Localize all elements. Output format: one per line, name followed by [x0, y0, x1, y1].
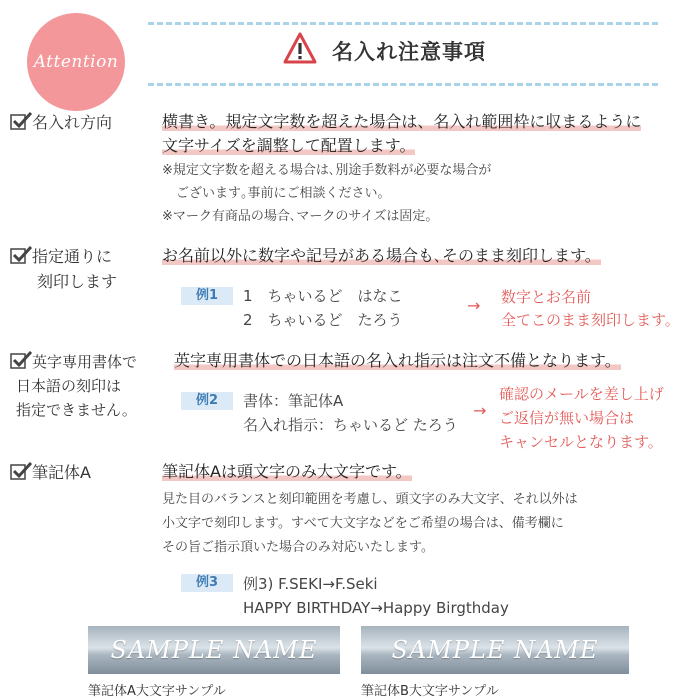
example-2-line-2: 名入れ指示：ちゃいるど たろう: [243, 416, 458, 434]
as-is-lead: お名前以外に数字や記号がある場合も､そのまま刻印します。: [162, 246, 601, 265]
direction-note-2: ございます｡事前にご相談ください。: [176, 186, 391, 201]
direction-note-3: ※マーク有商品の場合､マークのサイズは固定。: [162, 209, 439, 224]
section-label-english-font: 英字専用書体で: [10, 350, 137, 374]
english-font-result-2: ご返信が無い場合は: [499, 409, 635, 427]
attention-badge: Attention: [27, 13, 125, 111]
checkmark-icon: [10, 462, 32, 480]
checkmark-icon: [10, 246, 32, 264]
example-tag-2: 例2: [181, 392, 233, 410]
example-1-line-1: 1 ちゃいるど はなこ: [243, 287, 403, 305]
warning-icon: [283, 32, 317, 64]
example-2-line-1: 書体：筆記体A: [243, 392, 344, 410]
example-tag-1: 例1: [181, 287, 233, 305]
as-is-result-2: 全てこのまま刻印します。: [501, 311, 680, 329]
section-label-english-font-3: 指定できません。: [16, 401, 137, 419]
direction-lead-2: 文字サイズを調整して配置します。: [162, 136, 416, 155]
script-a-note-3: その旨ご指示頂いた場合のみ対応いたします。: [162, 540, 434, 555]
script-a-note-1: 見た目のバランスと刻印範囲を考慮し、頭文字のみ大文字、それ以外は: [162, 492, 578, 507]
arrow-1: →: [467, 296, 481, 315]
arrow-2: →: [473, 401, 487, 420]
direction-lead-1: 横書き。規定文字数を超えた場合は、名入れ範囲枠に収まるように: [162, 112, 642, 131]
header-divider-top: [148, 22, 658, 25]
as-is-result-1: 数字とお名前: [501, 288, 592, 306]
sample-plate-script-a: SAMPLE NAME: [88, 626, 340, 674]
example-tag-3: 例3: [181, 574, 233, 592]
sample-plate-script-b: SAMPLE NAME: [361, 626, 629, 674]
page-title: 名入れ注意事項: [332, 40, 486, 64]
section-label-as-is: 指定通りに: [10, 245, 112, 269]
sample-caption-script-b: 筆記体B大文字サンプル: [361, 684, 499, 699]
section-label-script-a: 筆記体A: [10, 461, 91, 485]
section-label-as-is-2: 刻印します: [37, 272, 118, 291]
english-font-result-3: キャンセルとなります。: [499, 433, 663, 451]
checkmark-icon: [10, 112, 32, 130]
example-3-line-2: HAPPY BIRTHDAY→Happy Birgthday: [243, 599, 509, 617]
english-font-lead: 英字専用書体での日本語の名入れ指示は注文不備となります。: [174, 351, 621, 370]
section-label-direction: 名入れ方向: [10, 111, 112, 135]
script-a-lead: 筆記体Aは頭文字のみ大文字です。: [162, 462, 412, 481]
header-divider-bottom: [148, 83, 658, 86]
script-a-note-2: 小文字で刻印します。すべて大文字などをご希望の場合は、備考欄に: [162, 516, 564, 531]
example-3-line-1: 例3) F.SEKI→F.Seki: [243, 575, 378, 593]
section-label-english-font-2: 日本語の刻印は: [16, 377, 122, 395]
english-font-result-1: 確認のメールを差し上げ: [499, 385, 664, 403]
example-1-line-2: 2 ちゃいるど たろう: [243, 311, 403, 329]
sample-caption-script-a: 筆記体A大文字サンプル: [88, 684, 226, 699]
direction-note-1: ※規定文字数を超える場合は､別途手数料が必要な場合が: [162, 163, 492, 178]
checkmark-icon: [10, 351, 32, 369]
